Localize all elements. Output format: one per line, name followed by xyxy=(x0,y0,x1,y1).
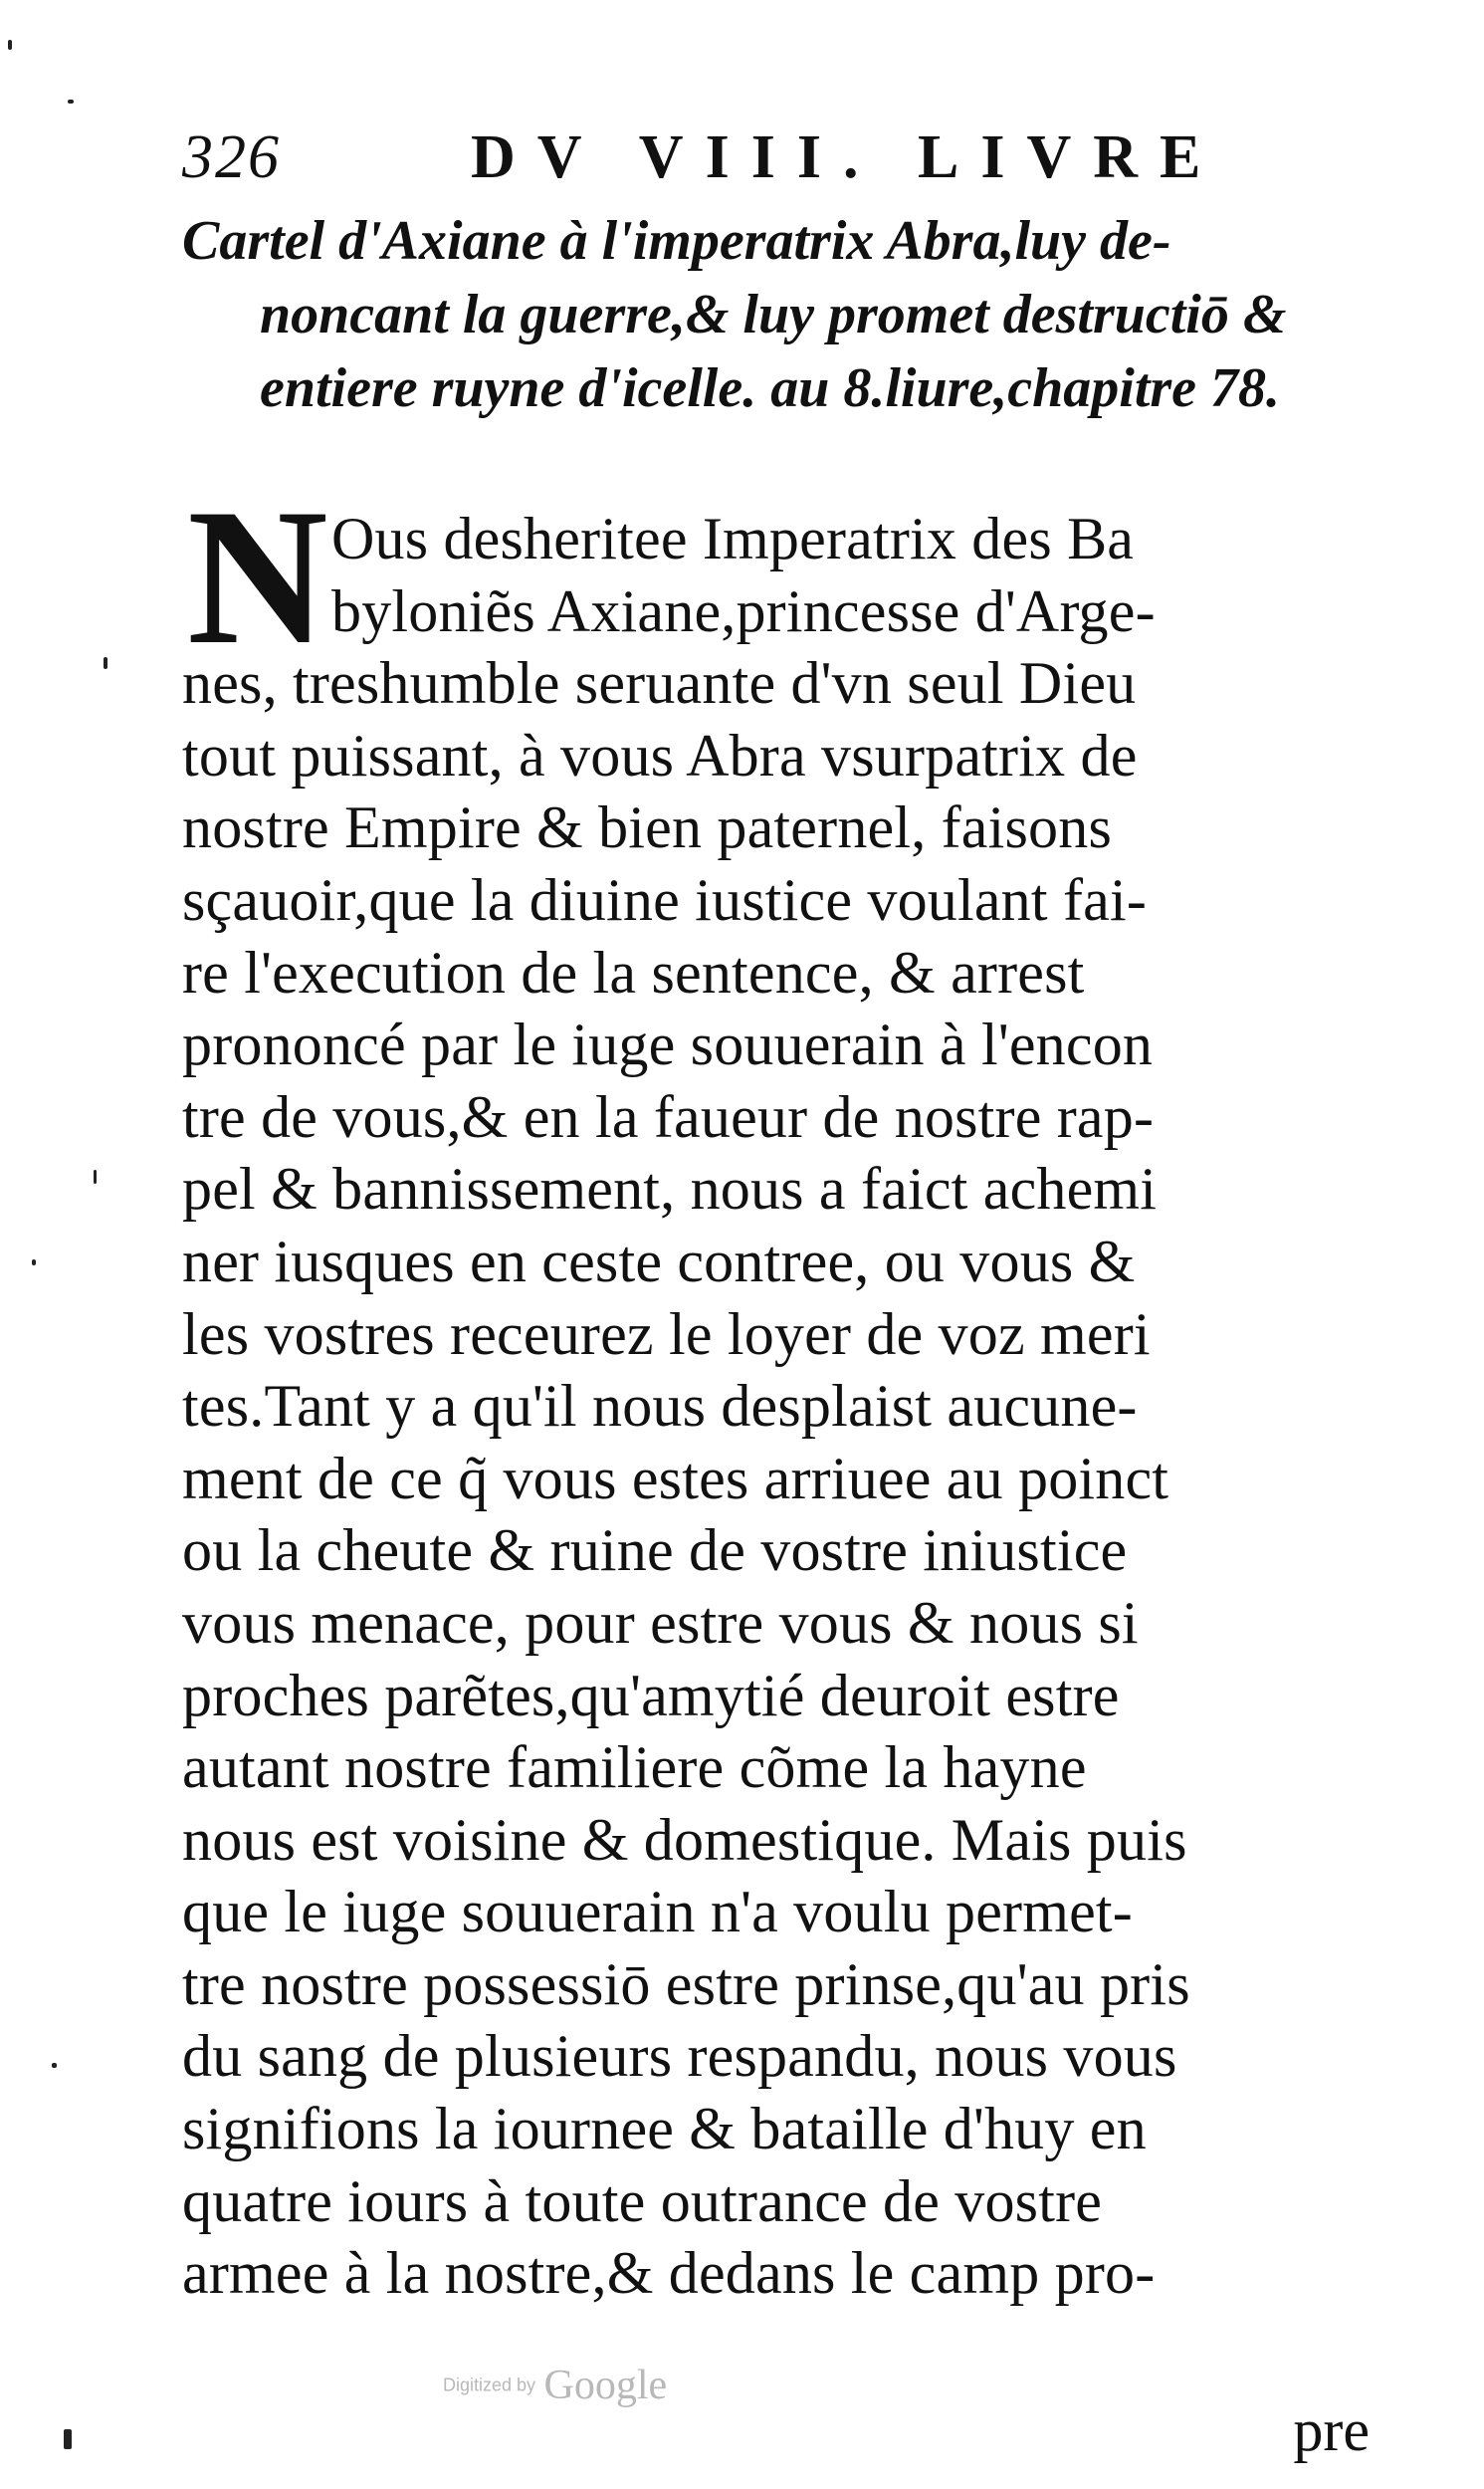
catchword: pre xyxy=(1293,2397,1370,2463)
watermark-brand: Google xyxy=(543,2363,668,2408)
heading-line: noncant la guerre,& luy promet destructiō & xyxy=(260,284,1287,345)
body-line: sçauoir,que la diuine iustice voulant fai- xyxy=(182,866,1148,933)
heading-line: entiere ruyne d'icelle. au 8.liure,chapitre 78. xyxy=(260,357,1281,419)
body-line: prononcé par le iuge souuerain à l'encon xyxy=(182,1012,1154,1078)
drop-cap: N xyxy=(187,469,328,685)
page-number: 326 xyxy=(182,123,281,191)
body-line: tre de vous,& en la faueur de nostre rap- xyxy=(182,1083,1155,1150)
scan-speck xyxy=(68,100,74,104)
body-line: nous est voisine & domestique. Mais puis xyxy=(182,1806,1187,1873)
body-line: ou la cheute & ruine de vostre iniustice xyxy=(182,1517,1128,1584)
body-line: quatre iours à toute outrance de vostre xyxy=(182,2167,1103,2234)
body-line: autant nostre familiere cõme la hayne xyxy=(182,1734,1087,1801)
body-text xyxy=(182,503,1367,2310)
scan-speck xyxy=(64,2429,72,2449)
body-line: que le iuge souuerain n'a voulu permet- xyxy=(182,1879,1133,1945)
heading-line: Cartel d'Axiane à l'imperatrix Abra,luy de- xyxy=(182,210,1171,272)
scan-speck xyxy=(94,1170,97,1184)
body-line: tes.Tant y a qu'il nous desplaist aucune- xyxy=(182,1373,1138,1440)
body-line: re l'execution de la sentence, & arrest xyxy=(182,939,1085,1006)
scan-speck xyxy=(52,2063,57,2068)
body-line: proches parẽtes,qu'amytié deuroit estre xyxy=(182,1662,1120,1728)
body-line: vous menace, pour estre vous & nous si xyxy=(182,1589,1139,1656)
body-line: nostre Empire & bien paternel, faisons xyxy=(182,794,1112,861)
body-line: byloniẽs Axiane,princesse d'Arge- xyxy=(331,577,1156,644)
running-head xyxy=(182,117,1357,197)
scan-speck xyxy=(8,40,12,50)
digitization-watermark xyxy=(443,2362,667,2409)
watermark-prefix: Digitized by xyxy=(443,2375,536,2395)
body-line: Ous desheritee Imperatrix des Ba xyxy=(331,506,1135,571)
body-line: ment de ce q̃ vous estes arriuee au poinct xyxy=(182,1445,1169,1511)
running-head-title: DV VIII. LIVRE xyxy=(471,123,1223,191)
body-line: du sang de plusieurs respandu, nous vous xyxy=(182,2023,1177,2090)
body-line: armee à la nostre,& dedans le camp pro- xyxy=(182,2240,1156,2307)
scan-speck xyxy=(32,1259,36,1265)
scan-speck xyxy=(104,657,107,669)
body-line: pel & bannissement, nous a faict achemi xyxy=(182,1156,1158,1223)
body-line: tre nostre possessiō estre prinse,qu'au pris xyxy=(182,1950,1190,2017)
body-line: les vostres receurez le loyer de voz meri xyxy=(182,1300,1151,1367)
body-line: signifions la iournee & bataille d'huy en xyxy=(182,2096,1147,2162)
body-line: ner iusques en ceste contree, ou vous & xyxy=(182,1228,1136,1294)
body-line: nes, treshumble seruante d'vn seul Dieu xyxy=(182,650,1137,717)
body-line: tout puissant, à vous Abra vsurpatrix de xyxy=(182,722,1138,789)
chapter-heading xyxy=(182,204,1357,425)
